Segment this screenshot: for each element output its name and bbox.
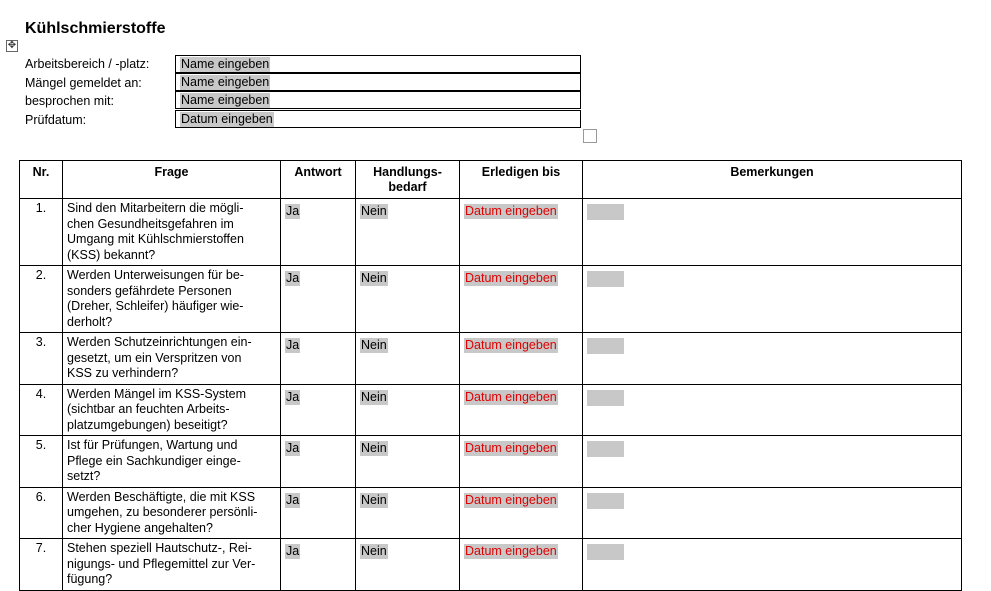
table-row [20,333,962,385]
erledigen-date-cell [460,333,583,385]
antwort-dropdown[interactable]: Ja [286,204,300,218]
bemerkungen-dropdown[interactable] [587,441,624,457]
antwort-cell [281,436,356,488]
handlungsbedarf-cell [356,487,460,539]
erledigen-date-dropdown[interactable]: Datum eingeben [465,271,557,285]
header-frage: Frage [63,161,281,199]
row-number: 3. [20,333,63,385]
antwort-dropdown[interactable]: Ja [286,389,300,404]
header-handlungsbedarf-line2: bedarf [388,180,427,194]
handlungsbedarf-cell [356,539,460,591]
erledigen-date-cell [460,384,583,436]
question-text: Werden Schutzeinrichtungen ein- gesetzt, um ein Verspritzen von KSS zu verhindern? [63,333,281,385]
table-row [20,384,962,436]
info-field-arbeitsbereich[interactable] [175,55,581,73]
erledigen-date-dropdown[interactable]: Datum eingeben [465,492,557,507]
bemerkungen-dropdown[interactable] [587,544,624,560]
header-antwort: Antwort [281,161,356,199]
bemerkungen-dropdown[interactable] [587,204,624,220]
erledigen-date-dropdown[interactable]: Datum eingeben [465,544,557,558]
header-nr: Nr. [20,161,63,199]
table-row [20,199,962,266]
row-number: 1. [20,199,63,266]
checkbox[interactable] [583,129,597,143]
handlungsbedarf-cell [356,384,460,436]
table-row [20,436,962,488]
antwort-cell [281,384,356,436]
checklist-table [19,160,962,591]
erledigen-date-cell [460,487,583,539]
handlungsbedarf-dropdown[interactable]: Nein [361,271,387,285]
bemerkungen-dropdown[interactable] [587,338,624,354]
erledigen-date-dropdown[interactable]: Datum eingeben [465,389,557,404]
date-input[interactable]: Datum eingeben [181,112,273,126]
bemerkungen-cell [583,436,962,488]
table-row [20,539,962,591]
handlungsbedarf-dropdown[interactable]: Nein [361,441,387,455]
bemerkungen-cell [583,266,962,333]
bemerkungen-cell [583,199,962,266]
bemerkungen-dropdown[interactable] [587,493,624,509]
question-text: Werden Mängel im KSS-System (sichtbar an feuchten Arbeits- platzumgebungen) beseitigt? [63,384,281,436]
bemerkungen-dropdown[interactable] [587,390,624,406]
antwort-dropdown[interactable]: Ja [286,544,300,558]
question-text: Werden Unterweisungen für be- sonders gefährdete Personen (Dreher, Schleifer) häufiger wie- derholt? [63,266,281,333]
table-row [20,266,962,333]
bemerkungen-cell [583,539,962,591]
handlungsbedarf-cell [356,266,460,333]
handlungsbedarf-cell [356,436,460,488]
row-number: 5. [20,436,63,488]
antwort-dropdown[interactable]: Ja [286,492,300,507]
page-title: Kühlschmierstoffe [25,20,166,37]
erledigen-date-cell [460,436,583,488]
info-field-pruefdatum[interactable] [175,110,581,128]
row-number: 4. [20,384,63,436]
bemerkungen-cell [583,487,962,539]
header-handlungsbedarf-line1: Handlungs- [373,165,442,179]
erledigen-date-cell [460,199,583,266]
info-field-besprochen[interactable] [175,91,581,109]
handlungsbedarf-dropdown[interactable]: Nein [361,204,387,218]
erledigen-date-dropdown[interactable]: Datum eingeben [465,441,557,455]
bemerkungen-cell [583,384,962,436]
header-erledigen: Erledigen bis [460,161,583,199]
antwort-cell [281,539,356,591]
bemerkungen-cell [583,333,962,385]
antwort-cell [281,333,356,385]
handlungsbedarf-dropdown[interactable]: Nein [361,389,387,404]
erledigen-date-cell [460,539,583,591]
antwort-cell [281,266,356,333]
antwort-dropdown[interactable]: Ja [286,441,300,455]
info-label-besprochen: besprochen mit: [25,94,114,108]
name-input[interactable]: Name eingeben [181,75,270,89]
question-text: Werden Beschäftigte, die mit KSS umgehen, zu besonderer persönli- cher Hygiene angehalten? [63,487,281,539]
header-bemerkungen: Bemerkungen [583,161,962,199]
question-text: Ist für Prüfungen, Wartung und Pflege ein Sachkundiger einge- setzt? [63,436,281,488]
row-number: 6. [20,487,63,539]
handlungsbedarf-dropdown[interactable]: Nein [361,492,387,507]
row-number: 7. [20,539,63,591]
antwort-dropdown[interactable]: Ja [286,338,300,352]
handlungsbedarf-dropdown[interactable]: Nein [361,544,387,558]
info-label-pruefdatum: Prüfdatum: [25,113,87,127]
table-move-handle-icon[interactable]: ✥ [7,40,17,51]
antwort-dropdown[interactable]: Ja [286,271,300,285]
bemerkungen-dropdown[interactable] [587,271,624,287]
handlungsbedarf-cell [356,199,460,266]
name-input[interactable]: Name eingeben [181,93,270,107]
name-input[interactable]: Name eingeben [181,57,270,71]
header-handlungsbedarf [356,161,460,199]
erledigen-date-dropdown[interactable]: Datum eingeben [465,204,557,218]
row-number: 2. [20,266,63,333]
antwort-cell [281,199,356,266]
erledigen-date-dropdown[interactable]: Datum eingeben [465,338,557,352]
erledigen-date-cell [460,266,583,333]
table-row [20,487,962,539]
question-text: Sind den Mitarbeitern die mögli- chen Gesundheitsgefahren im Umgang mit Kühlschmierstoffen (KSS) bekannt? [63,199,281,266]
antwort-cell [281,487,356,539]
handlungsbedarf-dropdown[interactable]: Nein [361,338,387,352]
handlungsbedarf-cell [356,333,460,385]
info-label-maengel: Mängel gemeldet an: [25,76,142,90]
info-label-arbeitsbereich: Arbeitsbereich / -platz: [25,57,150,71]
question-text: Stehen speziell Hautschutz-, Rei- nigungs- und Pflegemittel zur Ver- fügung? [63,539,281,591]
info-field-maengel[interactable] [175,73,581,91]
